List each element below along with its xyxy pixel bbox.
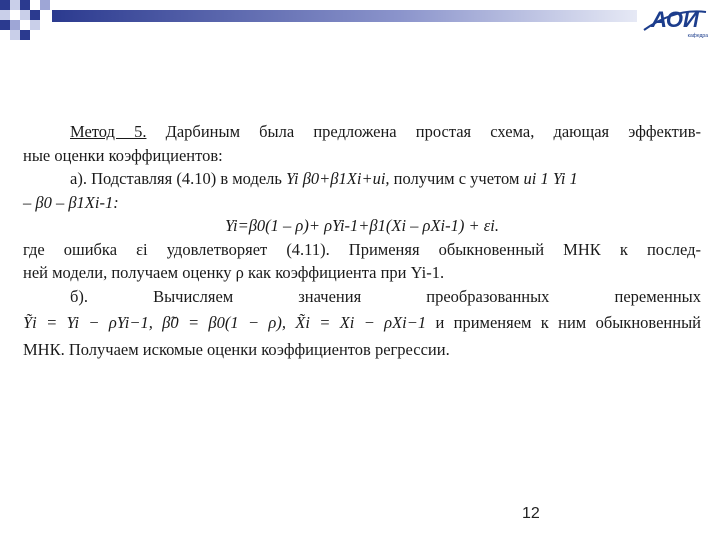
main-equation: Yi=β0(1 – ρ)+ ρYi-1+β1(Xi – ρXi-1) + εi. (225, 216, 499, 235)
transformed-variables-line (23, 308, 701, 338)
logo-text: АОИ (651, 7, 699, 32)
paragraph-method-5 (23, 120, 701, 144)
transformed-text: и применяем к ним обыкновенный (435, 313, 701, 332)
paragraph-line: ные оценки коэффициентов: (23, 145, 223, 165)
paragraph-error: где ошибка εi удовлетворяет (4.11). Применяя обыкновенный МНК к послед- (23, 239, 701, 259)
model-formula: Yi β0+β1Xi+ui, (286, 169, 390, 188)
paragraph-conclusion: МНК. Получаем искомые оценки коэффициентов регрессии. (23, 340, 450, 359)
page-number: 12 (522, 505, 540, 522)
logo-subtext: кафедра (687, 33, 708, 39)
transformed-formula: Ỹi = Yi − ρYi−1, β̃0 = β0(1 − ρ), X̃i = Xi − ρXi−1 (23, 313, 427, 332)
step-a-text-end: получим с учетом (393, 169, 520, 188)
step-a-text: а). Подставляя (4.10) в модель (70, 169, 282, 188)
method-label: Метод 5. (70, 122, 147, 141)
header-decoration (0, 0, 720, 40)
paragraph-step-b: б). Вычисляем значения преобразованных переменных (70, 286, 701, 306)
method-text: Дарбиным была предложена простая схема, дающая эффектив- (165, 122, 701, 141)
logo (640, 6, 710, 40)
paragraph-estimate: ней модели, получаем оценку ρ как коэффициента при Yi-1. (23, 263, 445, 282)
paragraph-step-a (23, 167, 701, 191)
document-body (23, 120, 701, 362)
step-a-formula-tail: ui 1 Yi 1 (523, 169, 578, 188)
formula-line: – β0 – β1Xi-1: (23, 192, 119, 212)
